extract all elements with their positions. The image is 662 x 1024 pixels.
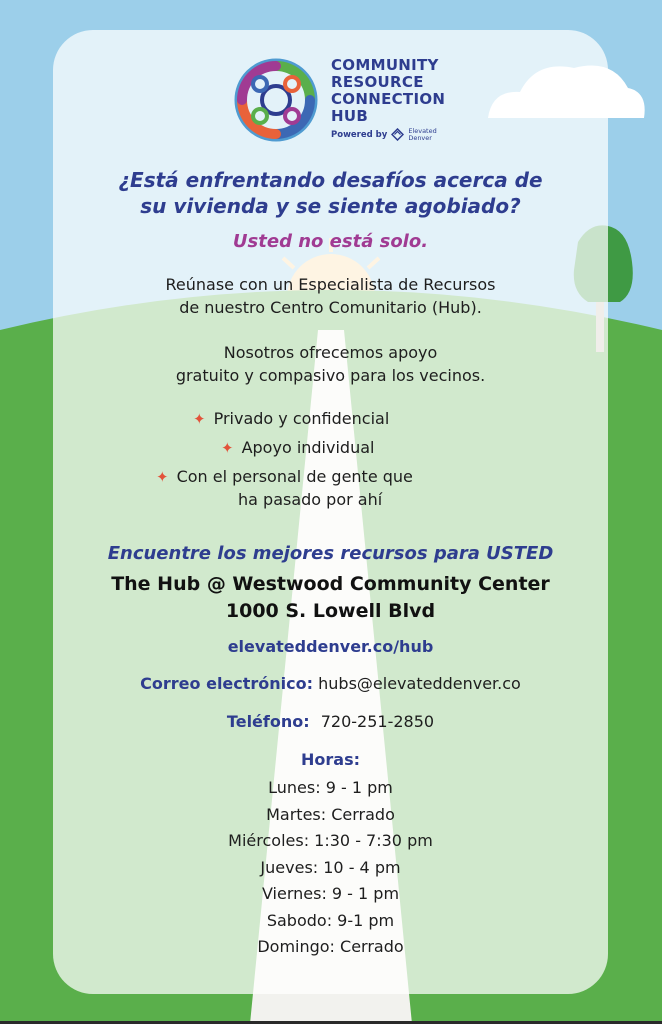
phone-row — [53, 712, 608, 731]
intro-line-1: Reúnase con un Especialista de Recursos — [165, 275, 496, 294]
hours-item: Domingo: Cerrado — [257, 937, 404, 956]
hub-logo-icon — [232, 56, 320, 144]
brand-line-3: CONNECTION — [331, 90, 446, 108]
intro-text — [53, 273, 608, 319]
bullet-3 — [156, 467, 413, 486]
hours-item: Sabodo: 9-1 pm — [266, 910, 395, 930]
brand-line-2: RESOURCE — [331, 73, 424, 91]
hours-item: Viernes: 9 - 1 pm — [261, 884, 400, 903]
brand-name — [331, 57, 471, 125]
offer-text — [53, 341, 608, 387]
website-link[interactable]: elevateddenver.co/hub — [227, 637, 434, 656]
intro-line-2: de nuestro Centro Comunitario (Hub). — [179, 298, 482, 317]
location-name: The Hub @ Westwood Community Center — [111, 573, 550, 595]
location-address: 1000 S. Lowell Blvd — [225, 600, 436, 622]
hours-list — [53, 775, 608, 961]
star-bullet-icon: ✦ — [221, 439, 234, 457]
phone-label: Teléfono: — [226, 712, 310, 731]
phone-value[interactable]: 720-251-2850 — [320, 712, 435, 731]
hours-item: Jueves: 10 - 4 pm — [260, 857, 401, 877]
bullet-3-continued: ha pasado por ahí — [238, 490, 383, 509]
website-row — [53, 637, 608, 656]
bullet-1 — [193, 409, 389, 428]
email-value[interactable]: hubs@elevateddenver.co — [318, 674, 521, 693]
email-label: Correo electrónico: — [140, 674, 314, 693]
headline — [53, 167, 608, 219]
powered-by-label: Powered by — [331, 129, 388, 140]
bullet-3-text: Con el personal de gente que — [176, 467, 413, 486]
partner-line-2: Denver — [408, 133, 432, 142]
find-resources-heading: Encuentre los mejores recursos para USTED — [107, 543, 554, 564]
hours-item: Martes: Cerrado — [266, 804, 395, 824]
hours-item: Miércoles: 1:30 - 7:30 pm — [228, 831, 433, 850]
partner-name — [408, 128, 436, 141]
elevated-denver-mark-icon — [391, 128, 404, 141]
star-bullet-icon: ✦ — [156, 468, 169, 486]
bullet-1-text: Privado y confidencial — [213, 409, 390, 428]
bullet-2 — [221, 438, 374, 457]
tagline: Usted no está solo. — [232, 231, 429, 252]
headline-line-1: ¿Está enfrentando desafíos acerca de — [118, 168, 543, 192]
partner-line-1: Elevated — [408, 127, 437, 135]
brand-line-1: COMMUNITY — [331, 56, 439, 74]
star-bullet-icon: ✦ — [193, 410, 206, 428]
bullet-2-text: Apoyo individual — [241, 438, 375, 457]
location — [53, 571, 608, 625]
powered-by — [331, 128, 437, 141]
brand-line-4: HUB — [331, 107, 369, 125]
offer-line-2: gratuito y compasivo para los vecinos. — [175, 366, 486, 385]
hours-title: Horas: — [301, 750, 360, 769]
headline-line-2: su vivienda y se siente agobiado? — [140, 194, 521, 218]
hours-item: Lunes: 9 - 1 pm — [268, 778, 393, 797]
offer-line-1: Nosotros ofrecemos apoyo — [223, 343, 438, 362]
email-row — [53, 674, 608, 693]
